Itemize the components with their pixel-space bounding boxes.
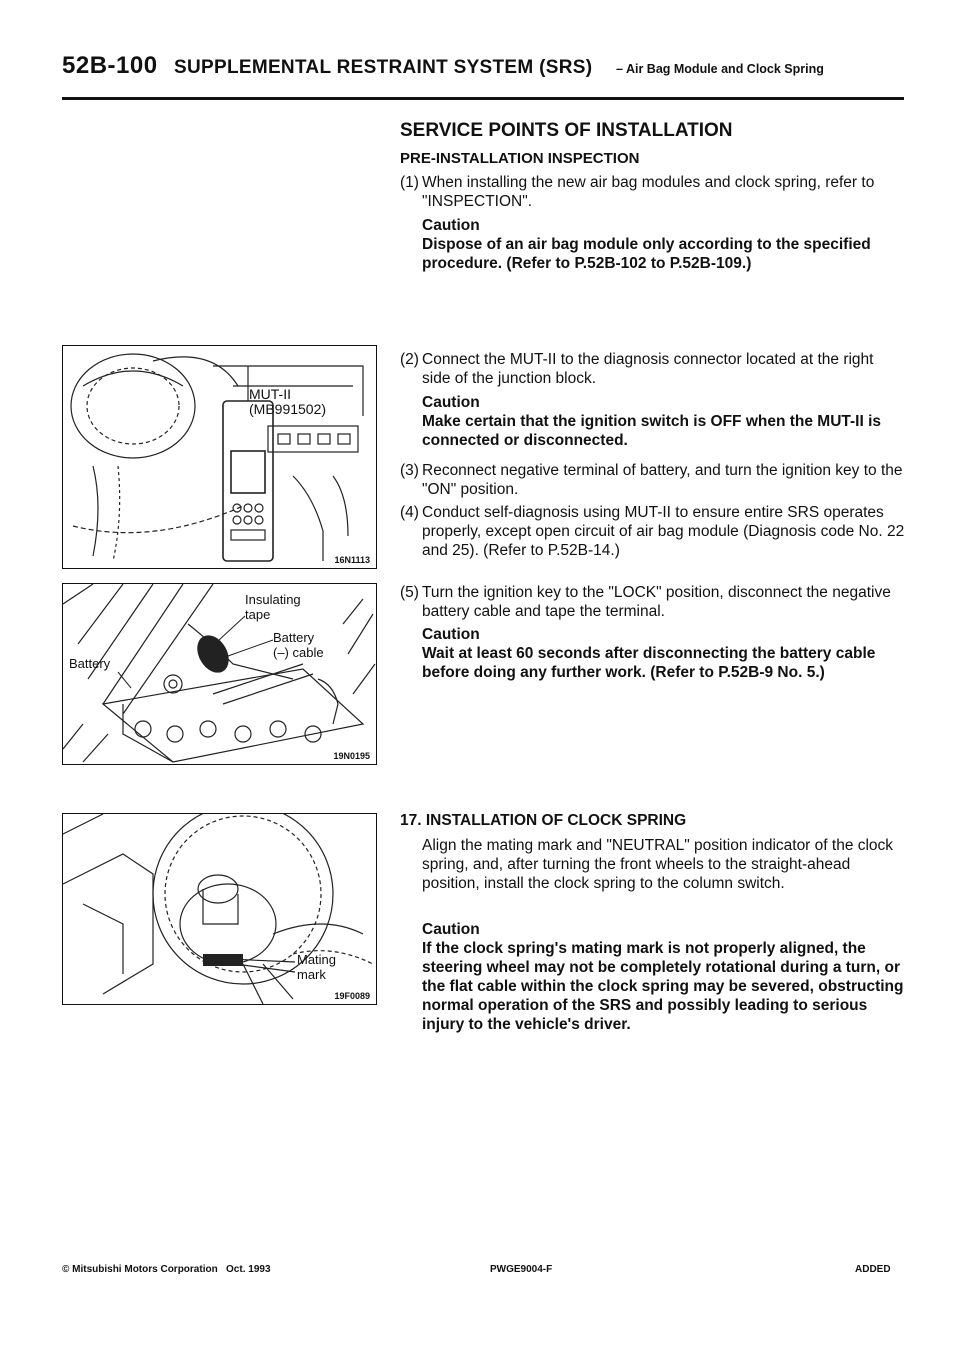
caution-4: [422, 920, 906, 1034]
step-3: [400, 461, 906, 499]
callout-battery: Battery: [69, 656, 111, 671]
page-code: 52B-100: [62, 52, 158, 79]
caution-text: Make certain that the ignition switch is OFF when the MUT-II is connected or disconnected.: [422, 413, 882, 449]
step-text: When installing the new air bag modules and clock spring, refer to "INSPECTION".: [422, 174, 875, 210]
step-number: (1): [400, 174, 419, 191]
step-text: Turn the ignition key to the "LOCK" position, disconnect the negative battery cable and tape the terminal.: [422, 584, 891, 620]
section-title: SERVICE POINTS OF INSTALLATION: [400, 120, 733, 141]
figure-mut-ii: [62, 345, 377, 569]
step-5: [400, 583, 906, 621]
step-4: [400, 503, 906, 560]
footer-status: ADDED: [855, 1264, 891, 1275]
callout-battery-cable: Battery (–) cable: [273, 630, 324, 660]
caution-1: [422, 216, 906, 273]
step-text: Connect the MUT-II to the diagnosis connector located at the right side of the junction block.: [422, 351, 874, 387]
callout-mut-ii: MUT-II: [249, 386, 291, 402]
step-number: (2): [400, 351, 419, 368]
footer-copyright: © Mitsubishi Motors Corporation Oct. 1993: [62, 1264, 271, 1275]
figure-clock-spring: [62, 813, 377, 1005]
caution-text: Wait at least 60 seconds after disconnecting the battery cable before doing any further work. (Refer to P.52B-9 No. 5.): [422, 645, 876, 681]
callout-mating-mark: Mating mark: [297, 952, 337, 982]
caution-label: Caution: [422, 394, 480, 411]
mut-ii-illustration: [63, 346, 376, 568]
step-1: [400, 173, 906, 211]
caution-text: If the clock spring's mating mark is not properly aligned, the steering wheel may not be completely rotational during a turn, or the flat cable within the clock spring may be severed, obstructing normal operation of the SRS and possibly leading to serious injury to the vehicle's driver.: [422, 940, 904, 1033]
caution-label: Caution: [422, 626, 480, 643]
page-subtitle: – Air Bag Module and Clock Spring: [616, 62, 824, 76]
step-number: (4): [400, 504, 419, 521]
item-17-text: Align the mating mark and "NEUTRAL" position indicator of the clock spring, and, after turning the front wheels to the straight-ahead position, install the clock spring to the column switch.: [422, 837, 894, 892]
figure-code: 19N0195: [333, 751, 370, 761]
step-text: Reconnect negative terminal of battery, and turn the ignition key to the "ON" position.: [422, 462, 903, 498]
page-title: SUPPLEMENTAL RESTRAINT SYSTEM (SRS): [174, 57, 593, 78]
step-number: (3): [400, 462, 419, 479]
step-text: Conduct self-diagnosis using MUT-II to ensure entire SRS operates properly, except open circuit of air bag module (Diagnosis code No. 22 and 25). (Refer to P.52B-14.): [422, 504, 905, 559]
battery-illustration: [63, 584, 376, 764]
caution-text: Dispose of an air bag module only according to the specified procedure. (Refer to P.52B-102 to P.52B-109.): [422, 236, 871, 272]
figure-code: 16N1113: [334, 555, 370, 565]
page-header: [62, 52, 904, 102]
header-rule: [62, 97, 904, 100]
caution-label: Caution: [422, 921, 480, 938]
footer-doc-code: PWGE9004-F: [490, 1264, 553, 1275]
figure-code: 19F0089: [334, 991, 370, 1001]
callout-insulating-tape: Insulating tape: [245, 592, 301, 622]
figure-battery: [62, 583, 377, 765]
caution-2: [422, 393, 906, 450]
item-17-title: 17. INSTALLATION OF CLOCK SPRING: [400, 812, 687, 829]
callout-mut-ii-part-no: (MB991502): [249, 401, 327, 417]
step-number: (5): [400, 584, 419, 601]
section-subtitle: PRE-INSTALLATION INSPECTION: [400, 150, 640, 167]
step-2: [400, 350, 906, 388]
caution-3: [422, 625, 906, 682]
caution-label: Caution: [422, 217, 480, 234]
